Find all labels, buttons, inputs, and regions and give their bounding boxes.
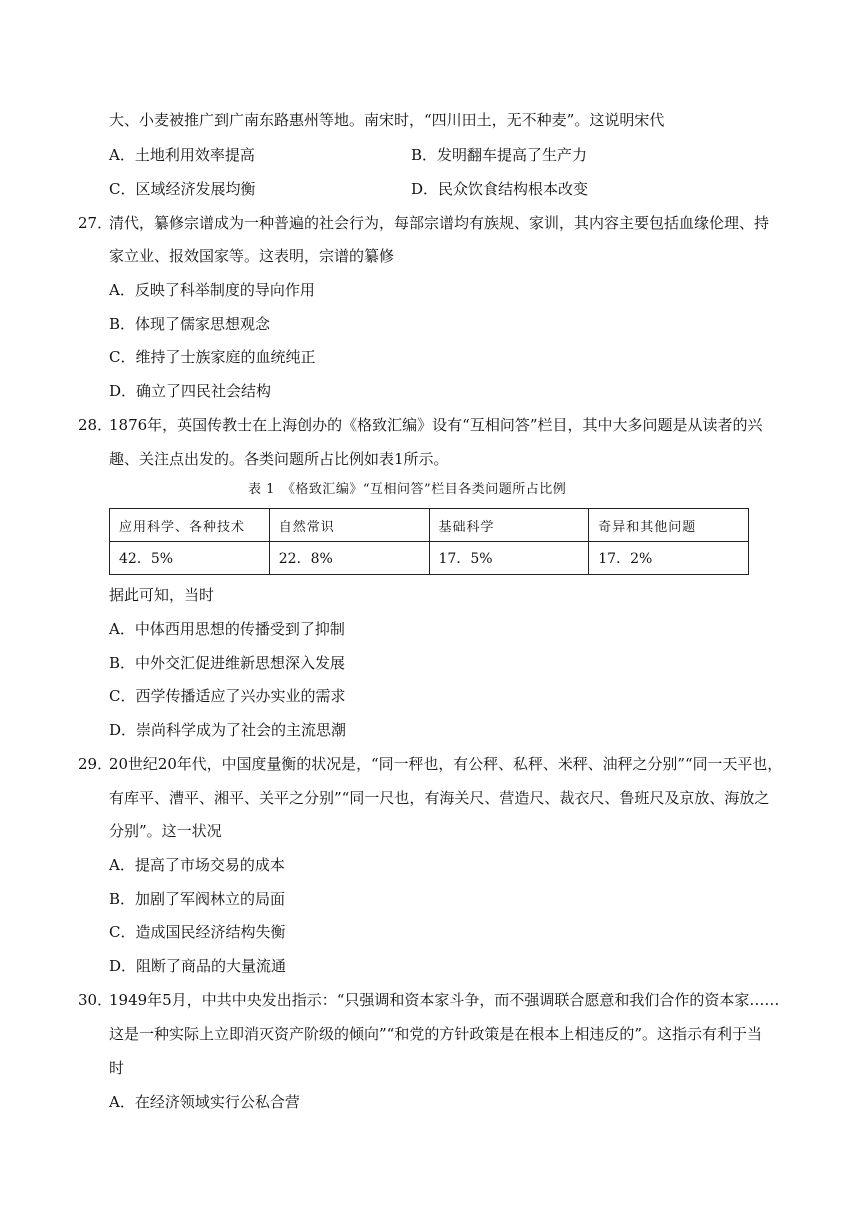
q30-number: 30． bbox=[78, 991, 113, 1009]
table-header-row bbox=[110, 509, 749, 542]
q26-option-a[interactable]: A．土地利用效率提高 bbox=[109, 146, 255, 164]
q29-option-c[interactable]: C．造成国民经济结构失衡 bbox=[109, 923, 286, 941]
q29-number: 29． bbox=[78, 755, 113, 773]
q29-option-a[interactable]: A．提高了市场交易的成本 bbox=[109, 856, 285, 874]
q30-option-a[interactable]: A．在经济领域实行公私合营 bbox=[109, 1093, 300, 1111]
table-header-cell: 奇异和其他问题 bbox=[589, 509, 749, 542]
q27-option-b[interactable]: B．体现了儒家思想观念 bbox=[109, 315, 271, 333]
table-header-cell: 基础科学 bbox=[429, 509, 589, 542]
q28-option-d[interactable]: D．崇尚科学成为了社会的主流思潮 bbox=[109, 721, 347, 739]
q26-option-d[interactable]: D．民众饮食结构根本改变 bbox=[411, 180, 589, 198]
q28-option-b[interactable]: B．中外交汇促进维新思想深入发展 bbox=[109, 654, 346, 672]
q28-option-c[interactable]: C．西学传播适应了兴办实业的需求 bbox=[109, 687, 346, 705]
q29-option-d[interactable]: D．阻断了商品的大量流通 bbox=[109, 957, 287, 975]
q26-option-b[interactable]: B．发明翻车提高了生产力 bbox=[411, 146, 588, 164]
table-header-cell: 应用科学、各种技术 bbox=[110, 509, 270, 542]
q27-stem-line-2: 家立业、报效国家等。这表明，宗谱的纂修 bbox=[109, 247, 395, 265]
q26-stem-continuation: 大、小麦被推广到广南东路惠州等地。南宋时，“四川田土，无不种麦”。这说明宋代 bbox=[109, 111, 665, 129]
q29-stem-line-2: 有库平、漕平、湘平、关平之分别”“同一尺也，有海关尺、营造尺、裁衣尺、鲁班尺及京放、海放之 bbox=[109, 789, 770, 807]
q27-number: 27． bbox=[78, 214, 113, 232]
q28-stem-line-1: 1876年，英国传教士在上海创办的《格致汇编》设有“互相问答”栏目，其中大多问题是从读者的兴 bbox=[109, 416, 763, 434]
table-header-cell: 自然常识 bbox=[269, 509, 429, 542]
q27-option-c[interactable]: C．维持了士族家庭的血统纯正 bbox=[109, 348, 316, 366]
q28-number: 28． bbox=[78, 416, 113, 434]
table-cell: 17．2% bbox=[589, 542, 749, 575]
table-cell: 17．5% bbox=[429, 542, 589, 575]
q29-option-b[interactable]: B．加剧了军阀林立的局面 bbox=[109, 890, 286, 908]
q28-stem-line-2: 趣、关注点出发的。各类问题所占比例如表1所示。 bbox=[109, 450, 449, 468]
table-cell: 22．8% bbox=[269, 542, 429, 575]
q26-option-c[interactable]: C．区域经济发展均衡 bbox=[109, 180, 256, 198]
table-caption: 表 1 《格致汇编》“互相问答”栏目各类问题所占比例 bbox=[248, 482, 567, 497]
q27-option-a[interactable]: A．反映了科举制度的导向作用 bbox=[109, 281, 315, 299]
q30-stem-line-1: 1949年5月，中共中央发出指示：“只强调和资本家斗争，而不强调联合愿意和我们合作的资本家…… bbox=[109, 991, 780, 1009]
q27-stem-line-1: 清代，纂修宗谱成为一种普遍的社会行为，每部宗谱均有族规、家训，其内容主要包括血缘伦理、持 bbox=[109, 214, 770, 232]
q28-option-a[interactable]: A．中体西用思想的传播受到了抑制 bbox=[109, 620, 345, 638]
table-row bbox=[110, 542, 749, 575]
q29-stem-line-3: 分别”。这一状况 bbox=[109, 822, 222, 840]
table-cell: 42．5% bbox=[110, 542, 270, 575]
q29-stem-line-1: 20世纪20年代，中国度量衡的状况是，“同一秤也，有公秤、私秤、米秤、油秤之分别”“同一天平也， bbox=[109, 755, 783, 773]
q30-stem-line-3: 时 bbox=[109, 1059, 125, 1077]
q27-option-d[interactable]: D．确立了四民社会结构 bbox=[109, 382, 272, 400]
q28-lead-text: 据此可知，当时 bbox=[109, 586, 215, 604]
proportion-table bbox=[109, 508, 749, 575]
q30-stem-line-2: 这是一种实际上立即消灭资产阶级的倾向”“和党的方针政策是在根本上相违反的”。这指示有利于当 bbox=[109, 1025, 763, 1043]
